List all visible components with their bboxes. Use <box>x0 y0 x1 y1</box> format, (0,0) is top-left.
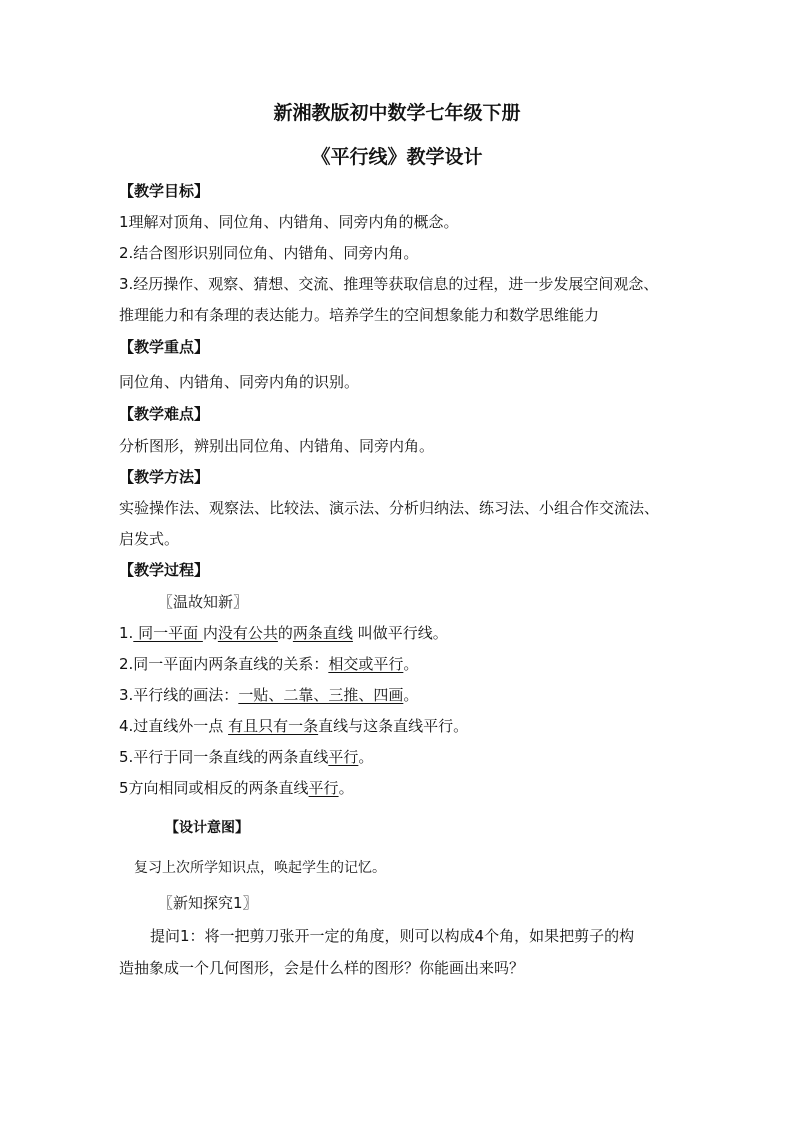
key-points-text: 同位角、内错角、同旁内角的识别。 <box>119 373 360 391</box>
review-item-5-suffix: 。 <box>358 748 374 766</box>
review-item-6-suffix: 。 <box>338 779 354 797</box>
explore-heading: 〖新知探究1〗 <box>158 894 258 912</box>
methods-text-line-1: 实验操作法、观察法、比较法、演示法、分析归纳法、练习法、小组合作交流法、 <box>119 499 660 517</box>
document-title: 新湘教版初中数学七年级下册 <box>273 102 521 124</box>
review-item-2 <box>119 653 418 674</box>
review-item-3-suffix: 。 <box>403 686 419 704</box>
goals-heading: 【教学目标】 <box>119 182 210 200</box>
process-heading: 【教学过程】 <box>119 561 210 579</box>
difficulty-heading: 【教学难点】 <box>119 405 210 423</box>
methods-text-line-2: 启发式。 <box>119 530 180 548</box>
review-item-1-blank-2: 没有公共 <box>217 624 278 642</box>
goal-item-1: 1理解对顶角、同位角、内错角、同旁内角的概念。 <box>119 213 459 231</box>
review-item-3 <box>119 684 418 705</box>
review-item-2-blank: 相交或平行 <box>328 655 404 673</box>
review-item-1-blank-1: 同一平面 <box>133 624 203 642</box>
review-item-5-prefix: 5.平行于同一条直线的两条直线 <box>119 748 329 766</box>
review-item-4-prefix: 4.过直线外一点 <box>119 717 229 735</box>
review-item-1-mid-1: 内 <box>202 624 218 642</box>
key-points-heading: 【教学重点】 <box>119 338 210 356</box>
question-1-line-2: 造抽象成一个几何图形，会是什么样的图形？你能画出来吗？ <box>119 959 525 977</box>
question-1-line-1: 提问1：将一把剪刀张开一定的角度，则可以构成4个角，如果把剪子的构 <box>150 927 635 945</box>
design-intent-heading: 【设计意图】 <box>165 820 249 836</box>
review-item-1-prefix: 1. <box>119 624 134 642</box>
review-item-6-prefix: 5方向相同或相反的两条直线 <box>119 779 309 797</box>
review-item-5 <box>119 746 373 767</box>
methods-heading: 【教学方法】 <box>119 468 210 486</box>
goal-item-2: 2.结合图形识别同位角、内错角、同旁内角。 <box>119 244 419 262</box>
review-item-4-blank: 有且只有一条 <box>228 717 319 735</box>
goal-item-3-line-2: 推理能力和有条理的表达能力。培养学生的空间想象能力和数学思维能力 <box>119 306 600 324</box>
review-item-4-suffix: 直线与这条直线平行。 <box>318 717 469 735</box>
review-item-6-blank: 平行 <box>308 779 339 797</box>
difficulty-text: 分析图形，辨别出同位角、内错角、同旁内角。 <box>119 437 435 455</box>
review-item-1-blank-3: 两条直线 <box>292 624 353 642</box>
design-intent-text: 复习上次所学知识点，唤起学生的记忆。 <box>134 860 386 876</box>
goal-item-3-line-1: 3.经历操作、观察、猜想、交流、推理等获取信息的过程，进一步发展空间观念、 <box>119 275 659 293</box>
review-item-1-mid-2: 的 <box>277 624 293 642</box>
review-item-2-prefix: 2.同一平面内两条直线的关系： <box>119 655 329 673</box>
review-item-2-suffix: 。 <box>403 655 419 673</box>
review-item-6 <box>119 777 354 798</box>
review-item-3-prefix: 3.平行线的画法： <box>119 686 239 704</box>
review-item-1 <box>119 622 448 643</box>
review-item-4 <box>119 715 468 736</box>
document-subtitle: 《平行线》教学设计 <box>311 146 483 168</box>
review-heading: 〖温故知新〗 <box>158 593 249 611</box>
review-item-3-blank: 一贴、二靠、三推、四画 <box>238 686 404 704</box>
review-item-5-blank: 平行 <box>328 748 359 766</box>
review-item-1-suffix: 叫做平行线。 <box>352 624 448 642</box>
